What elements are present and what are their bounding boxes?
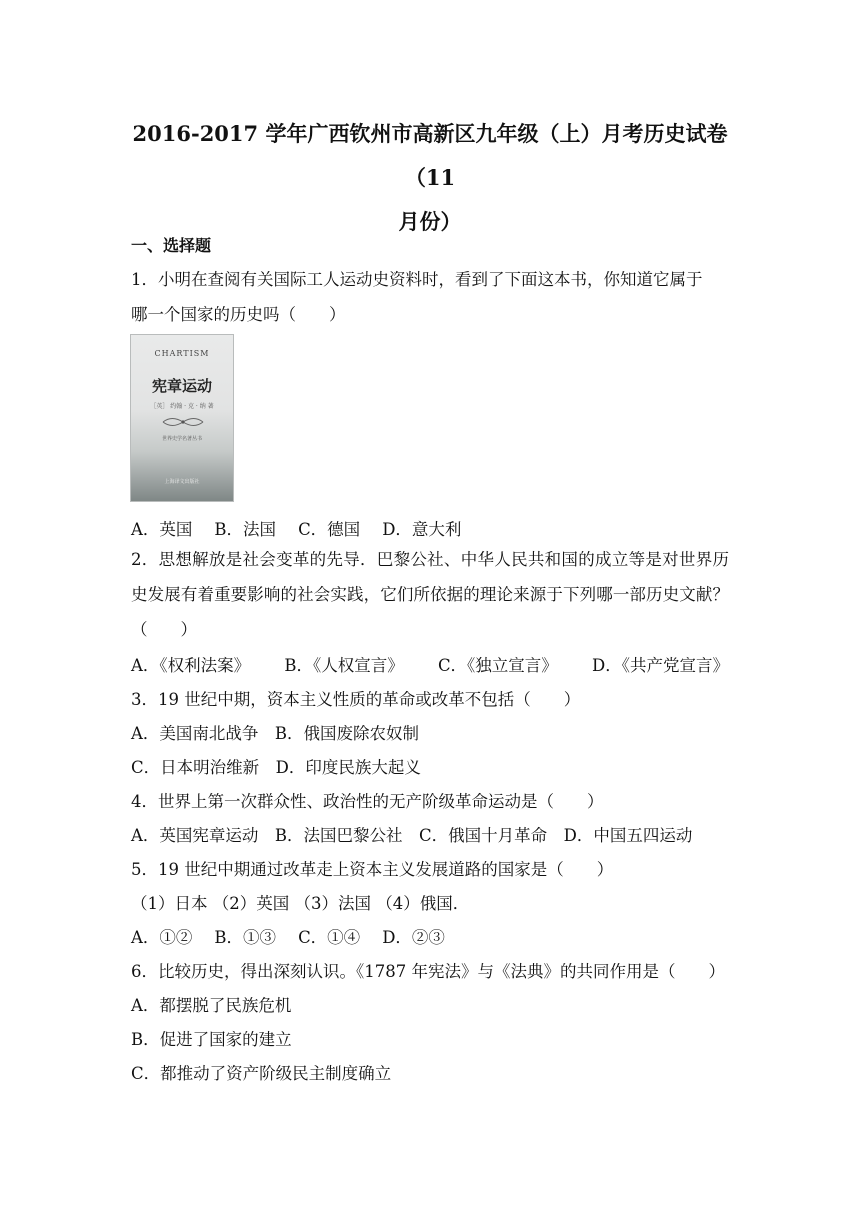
option: C．①④ [298,928,361,947]
q6-option-b: B．促进了国家的建立 [131,1030,292,1049]
book-cover-image [130,334,234,502]
q5-options [131,924,467,948]
book-top-text: CHARTISM [154,349,210,358]
q2-stem: 2．思想解放是社会变革的先导．巴黎公社、中华人民共和国的成立等是对世界历史发展有着重要影响的社会实践，它们所依据的理论来源于下列哪一部历史文献？（ ） [131,550,729,639]
q3-options-row-1: A．美国南北战争 B．俄国废除农奴制 [131,724,420,743]
section-heading: 一、选择题 [131,236,212,255]
q2-options [131,652,729,676]
option: B．《人权宣言》 [284,656,404,675]
q3-stem: 3．19 世纪中期，资本主义性质的革命或改革不包括（ ） [131,690,581,709]
option: C．德国 [298,520,361,539]
option: D．意大利 [382,520,462,539]
ornament-icon [161,415,205,429]
book-series: 世界史学名著丛书 [161,436,202,442]
q6-option-a: A．都摆脱了民族危机 [131,996,292,1015]
option: B．法国 [214,520,277,539]
q3-options-row-2: C．日本明治维新 D．印度民族大起义 [131,758,421,777]
option: B．①③ [214,928,277,947]
option: A．①② [131,928,193,947]
book-title: 宪章运动 [151,377,212,395]
book-author: ［英］ 约翰 · 克 · 纳 著 [150,403,214,410]
q6-option-c: C．都推动了资产阶级民主制度确立 [131,1064,392,1083]
option: C．《独立宣言》 [437,656,558,675]
q6-stem: 6．比较历史，得出深刻认识。《1787 年宪法》与《法典》的共同作用是（ ） [131,962,725,981]
exam-title [120,112,740,244]
q5-stem: 5．19 世纪中期通过改革走上资本主义发展道路的国家是（ ） [131,860,614,879]
title-line-2: 月份） [398,209,462,234]
option: A．《权利法案》 [131,656,251,675]
q4-stem: 4．世界上第一次群众性、政治性的无产阶级革命运动是（ ） [131,792,604,811]
title-line-1: 2016-2017 学年广西钦州市高新区九年级（上）月考历史试卷（11 [132,121,728,190]
q4-options: A．英国宪章运动 B．法国巴黎公社 C．俄国十月革命 D．中国五四运动 [131,826,693,845]
q1-stem-line-1: 1．小明在查阅有关国际工人运动史资料时，看到了下面这本书，你知道它属于 [131,270,703,289]
q1-stem-line-2: 哪一个国家的历史吗（ ） [131,305,346,324]
option: D．《共产党宣言》 [592,656,729,675]
option: A．英国 [131,520,193,539]
book-publisher: 上海译文出版社 [164,479,200,485]
option: D．②③ [382,928,445,947]
q1-options [131,516,483,540]
q5-sub-items: （1）日本 （2）英国 （3）法国 （4）俄国． [131,894,470,913]
